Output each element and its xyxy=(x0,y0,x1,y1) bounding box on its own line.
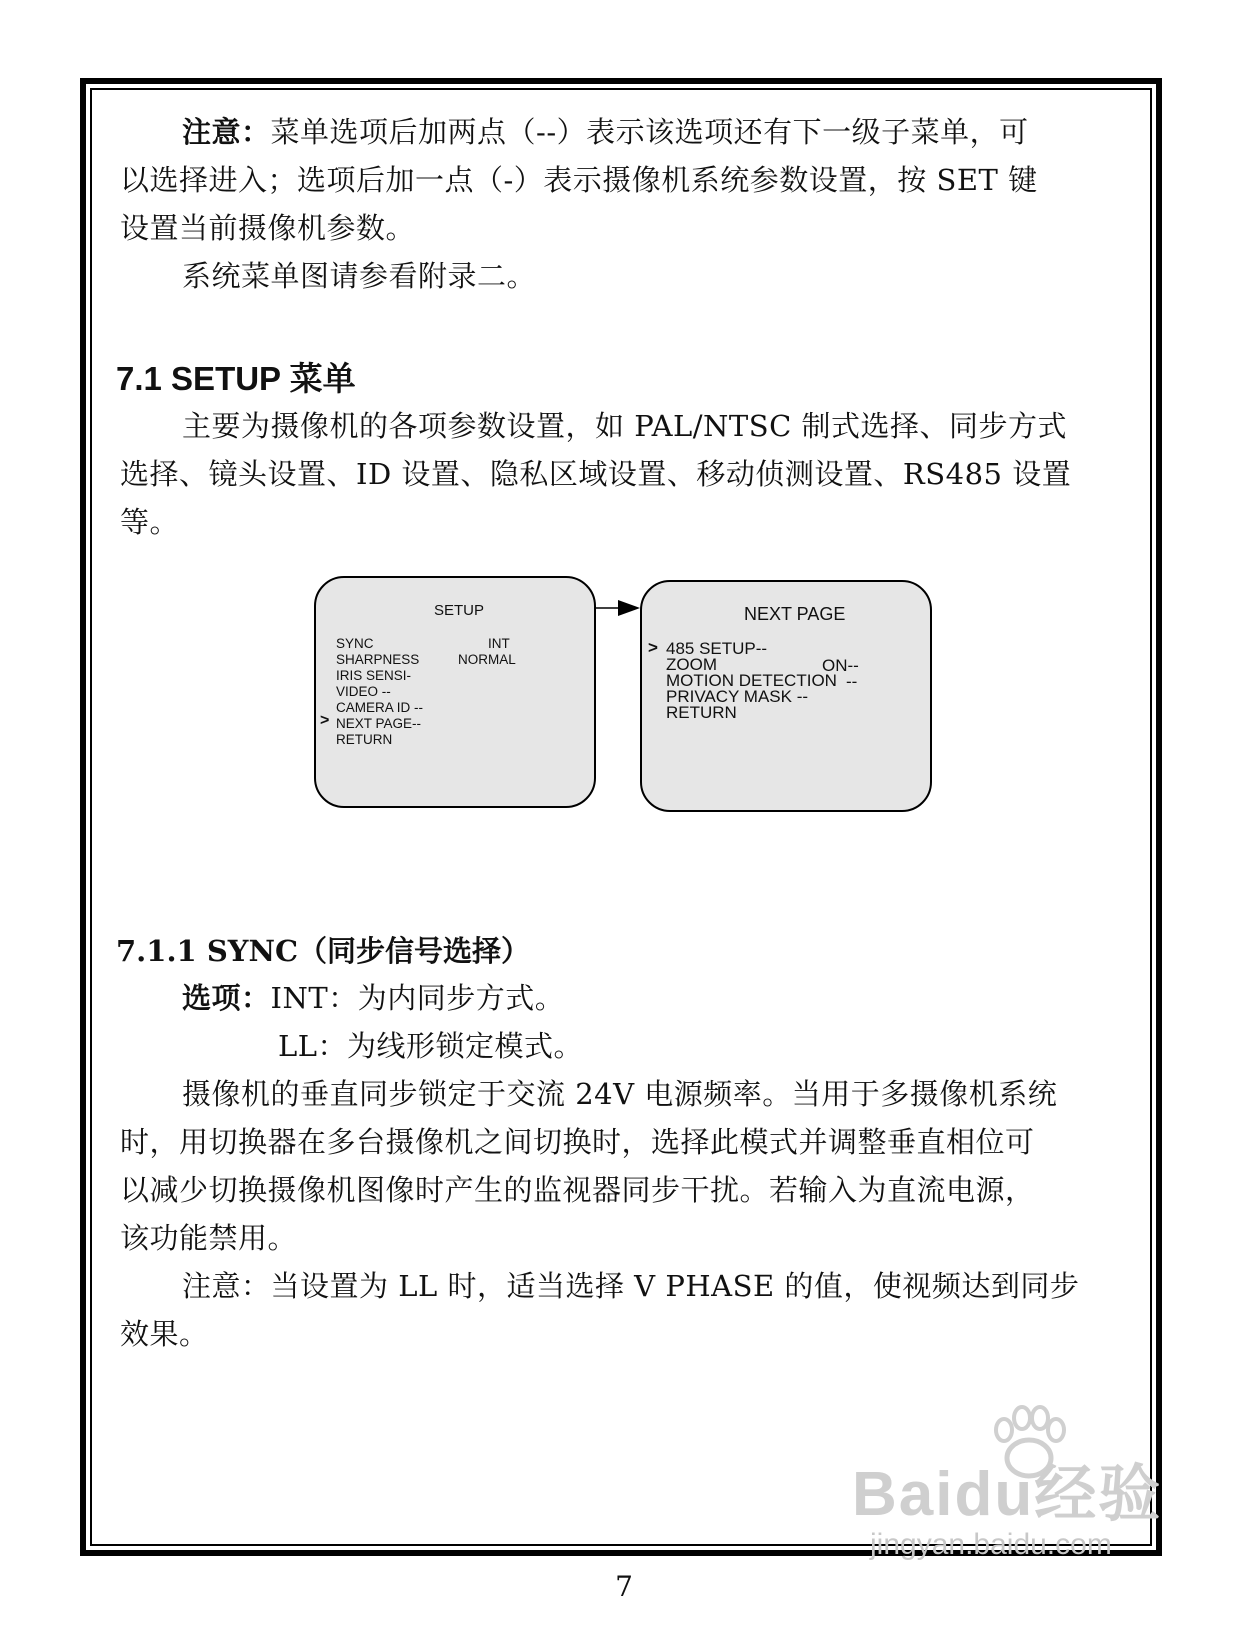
section-line-3: 等。 xyxy=(120,505,180,539)
menu-diagram xyxy=(120,576,1110,868)
setup-item-iris: IRIS SENSI- xyxy=(336,668,412,683)
setup-item-camera-id: CAMERA ID -- xyxy=(336,700,424,715)
options-label: 选项： xyxy=(182,981,271,1015)
note-label: 注意： xyxy=(182,115,271,149)
setup-value-sync: INT xyxy=(488,636,510,651)
options-ll-line: LL：为线形锁定模式。 xyxy=(278,1029,584,1063)
note-line-2: 以选择进入；选项后加一点（-）表示摄像机系统参数设置，按 SET 键 xyxy=(120,163,1038,197)
setup-item-video: VIDEO -- xyxy=(336,684,391,699)
next-page-value-motion: -- xyxy=(846,672,858,691)
note2-line-2: 效果。 xyxy=(120,1317,209,1351)
setup-menu-screen xyxy=(314,576,596,808)
subsection-heading: 7.1.1 SYNC（同步信号选择） xyxy=(116,934,531,968)
next-page-cursor-icon: > xyxy=(648,638,658,657)
note-line-3: 设置当前摄像机参数。 xyxy=(120,211,416,245)
next-page-menu-title: NEXT PAGE xyxy=(744,604,846,624)
setup-item-next-page: NEXT PAGE-- xyxy=(336,716,422,731)
setup-value-sharpness: NORMAL xyxy=(458,652,516,667)
setup-item-sharpness: SHARPNESS xyxy=(336,652,420,667)
watermark xyxy=(852,1400,1172,1600)
page-number: 7 xyxy=(615,1570,633,1603)
next-page-item-privacy: PRIVACY MASK -- xyxy=(666,687,809,706)
appendix-paragraph: 系统菜单图请参看附录二。 xyxy=(182,259,537,293)
setup-item-sync: SYNC xyxy=(336,636,374,651)
page-content xyxy=(116,108,1110,1358)
next-page-menu-screen xyxy=(640,580,932,812)
next-page-value-zoom: ON-- xyxy=(822,656,859,675)
sync-line-4: 该功能禁用。 xyxy=(120,1221,298,1255)
setup-item-return: RETURN xyxy=(336,732,393,747)
next-page-item-motion: MOTION DETECTION xyxy=(666,671,837,690)
section-heading: 7.1 SETUP 菜单 xyxy=(116,360,356,397)
setup-cursor-icon: > xyxy=(320,712,330,729)
next-page-item-zoom: ZOOM xyxy=(666,655,717,674)
note-paragraph xyxy=(120,108,1110,156)
setup-menu-title: SETUP xyxy=(434,602,485,619)
sync-line-3: 以减少切换摄像机图像时产生的监视器同步干扰。若输入为直流电源， xyxy=(120,1173,1035,1207)
next-page-item-return: RETURN xyxy=(666,703,737,722)
sync-line-1: 摄像机的垂直同步锁定于交流 24V 电源频率。当用于多摄像机系统 xyxy=(182,1077,1058,1111)
sync-line-2: 时，用切换器在多台摄像机之间切换时，选择此模式并调整垂直相位可 xyxy=(120,1125,1035,1159)
options-int-text: INT：为内同步方式。 xyxy=(270,981,565,1015)
options-int-line xyxy=(120,974,1110,1022)
next-page-item-485: 485 SETUP-- xyxy=(666,639,768,658)
note-line-1: 菜单选项后加两点（--）表示该选项还有下一级子菜单，可 xyxy=(270,115,1029,149)
watermark-brand: Baidu经验 xyxy=(852,1460,1163,1529)
note2-line-1: 注意：当设置为 LL 时，适当选择 V PHASE 的值，使视频达到同步 xyxy=(182,1269,1080,1303)
watermark-url: jingyan.baidu.com xyxy=(870,1528,1112,1561)
section-line-2: 选择、镜头设置、ID 设置、隐私区域设置、移动侦测设置、RS485 设置 xyxy=(120,457,1072,491)
section-line-1: 主要为摄像机的各项参数设置，如 PAL/NTSC 制式选择、同步方式 xyxy=(182,409,1068,443)
connector-arrow xyxy=(120,576,1110,868)
